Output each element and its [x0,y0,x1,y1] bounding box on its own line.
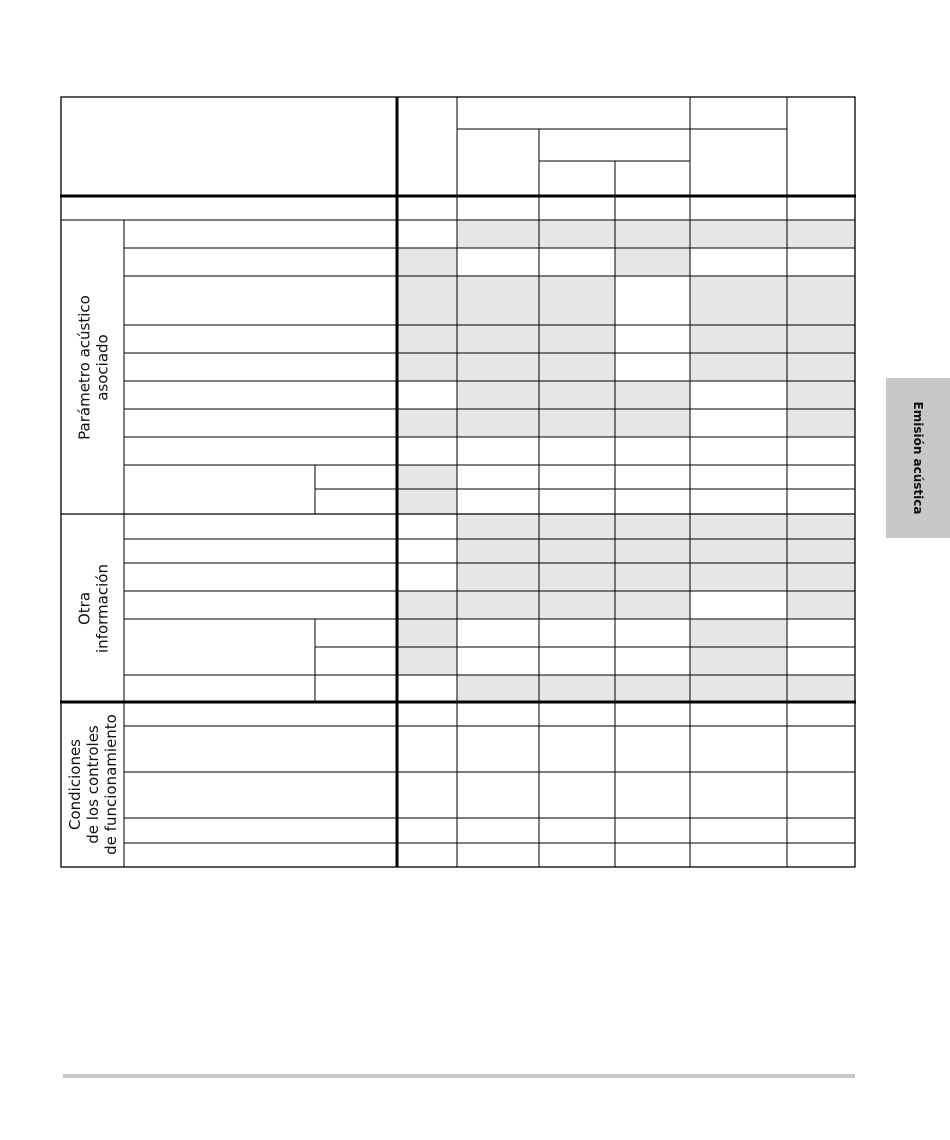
footer-rule [63,1074,855,1078]
shaded-cell [457,325,539,353]
section-label-condiciones: Condiciones de los controles de funcionamiento [65,714,120,855]
shaded-cell [539,514,615,539]
table-border [61,97,855,867]
shaded-cell [539,409,615,437]
shaded-cell [457,353,539,381]
shaded-cell [787,220,855,248]
shaded-cell [615,563,690,591]
shaded-cell [787,514,855,539]
shaded-cell [539,675,615,702]
shaded-cell [690,675,787,702]
shaded-cell [787,539,855,563]
shaded-cell [397,276,457,325]
shaded-cell [615,675,690,702]
shaded-cell [690,563,787,591]
shaded-cell [539,353,615,381]
shaded-cell [397,489,457,514]
shaded-cell [787,276,855,325]
shaded-cell [690,353,787,381]
shaded-cell [457,675,539,702]
shaded-cell [615,591,690,619]
shaded-cell [690,276,787,325]
shaded-cell [615,539,690,563]
shaded-cell [457,563,539,591]
shaded-cell [787,409,855,437]
shaded-cell [457,591,539,619]
shaded-cell [690,325,787,353]
shaded-cell [397,591,457,619]
shaded-cell [615,514,690,539]
shaded-cell [787,353,855,381]
shaded-cell [539,276,615,325]
shaded-cell [787,675,855,702]
shaded-cell [397,248,457,276]
shaded-cell [457,381,539,409]
shaded-cell [787,381,855,409]
shaded-cell [539,563,615,591]
shaded-cell [615,381,690,409]
shaded-cell [397,325,457,353]
shaded-cell [539,591,615,619]
shaded-cell [397,353,457,381]
shaded-cell [397,409,457,437]
shaded-cell [787,325,855,353]
chapter-side-tab-label: Emisión acústica [911,401,925,515]
shaded-cell [457,409,539,437]
shaded-cell [690,539,787,563]
shaded-cell [457,276,539,325]
shaded-cell [690,220,787,248]
shaded-cell [615,248,690,276]
shaded-cell [397,647,457,675]
shaded-cell [615,220,690,248]
shaded-cell [690,619,787,647]
shaded-cell [457,220,539,248]
shaded-cell [397,465,457,489]
shaded-cell [787,563,855,591]
shaded-cell [539,325,615,353]
shaded-cell [787,591,855,619]
section-label-otra-informacion: Otra información [74,563,111,653]
shaded-cell [690,514,787,539]
shaded-cell [539,539,615,563]
shaded-cell [457,514,539,539]
shaded-cell [615,409,690,437]
shaded-cell [457,539,539,563]
shaded-cell [539,220,615,248]
shaded-cell [539,381,615,409]
shaded-cell [397,619,457,647]
section-label-parametro-acustico: Parámetro acústico asociado [74,294,111,440]
shaded-cell [690,647,787,675]
